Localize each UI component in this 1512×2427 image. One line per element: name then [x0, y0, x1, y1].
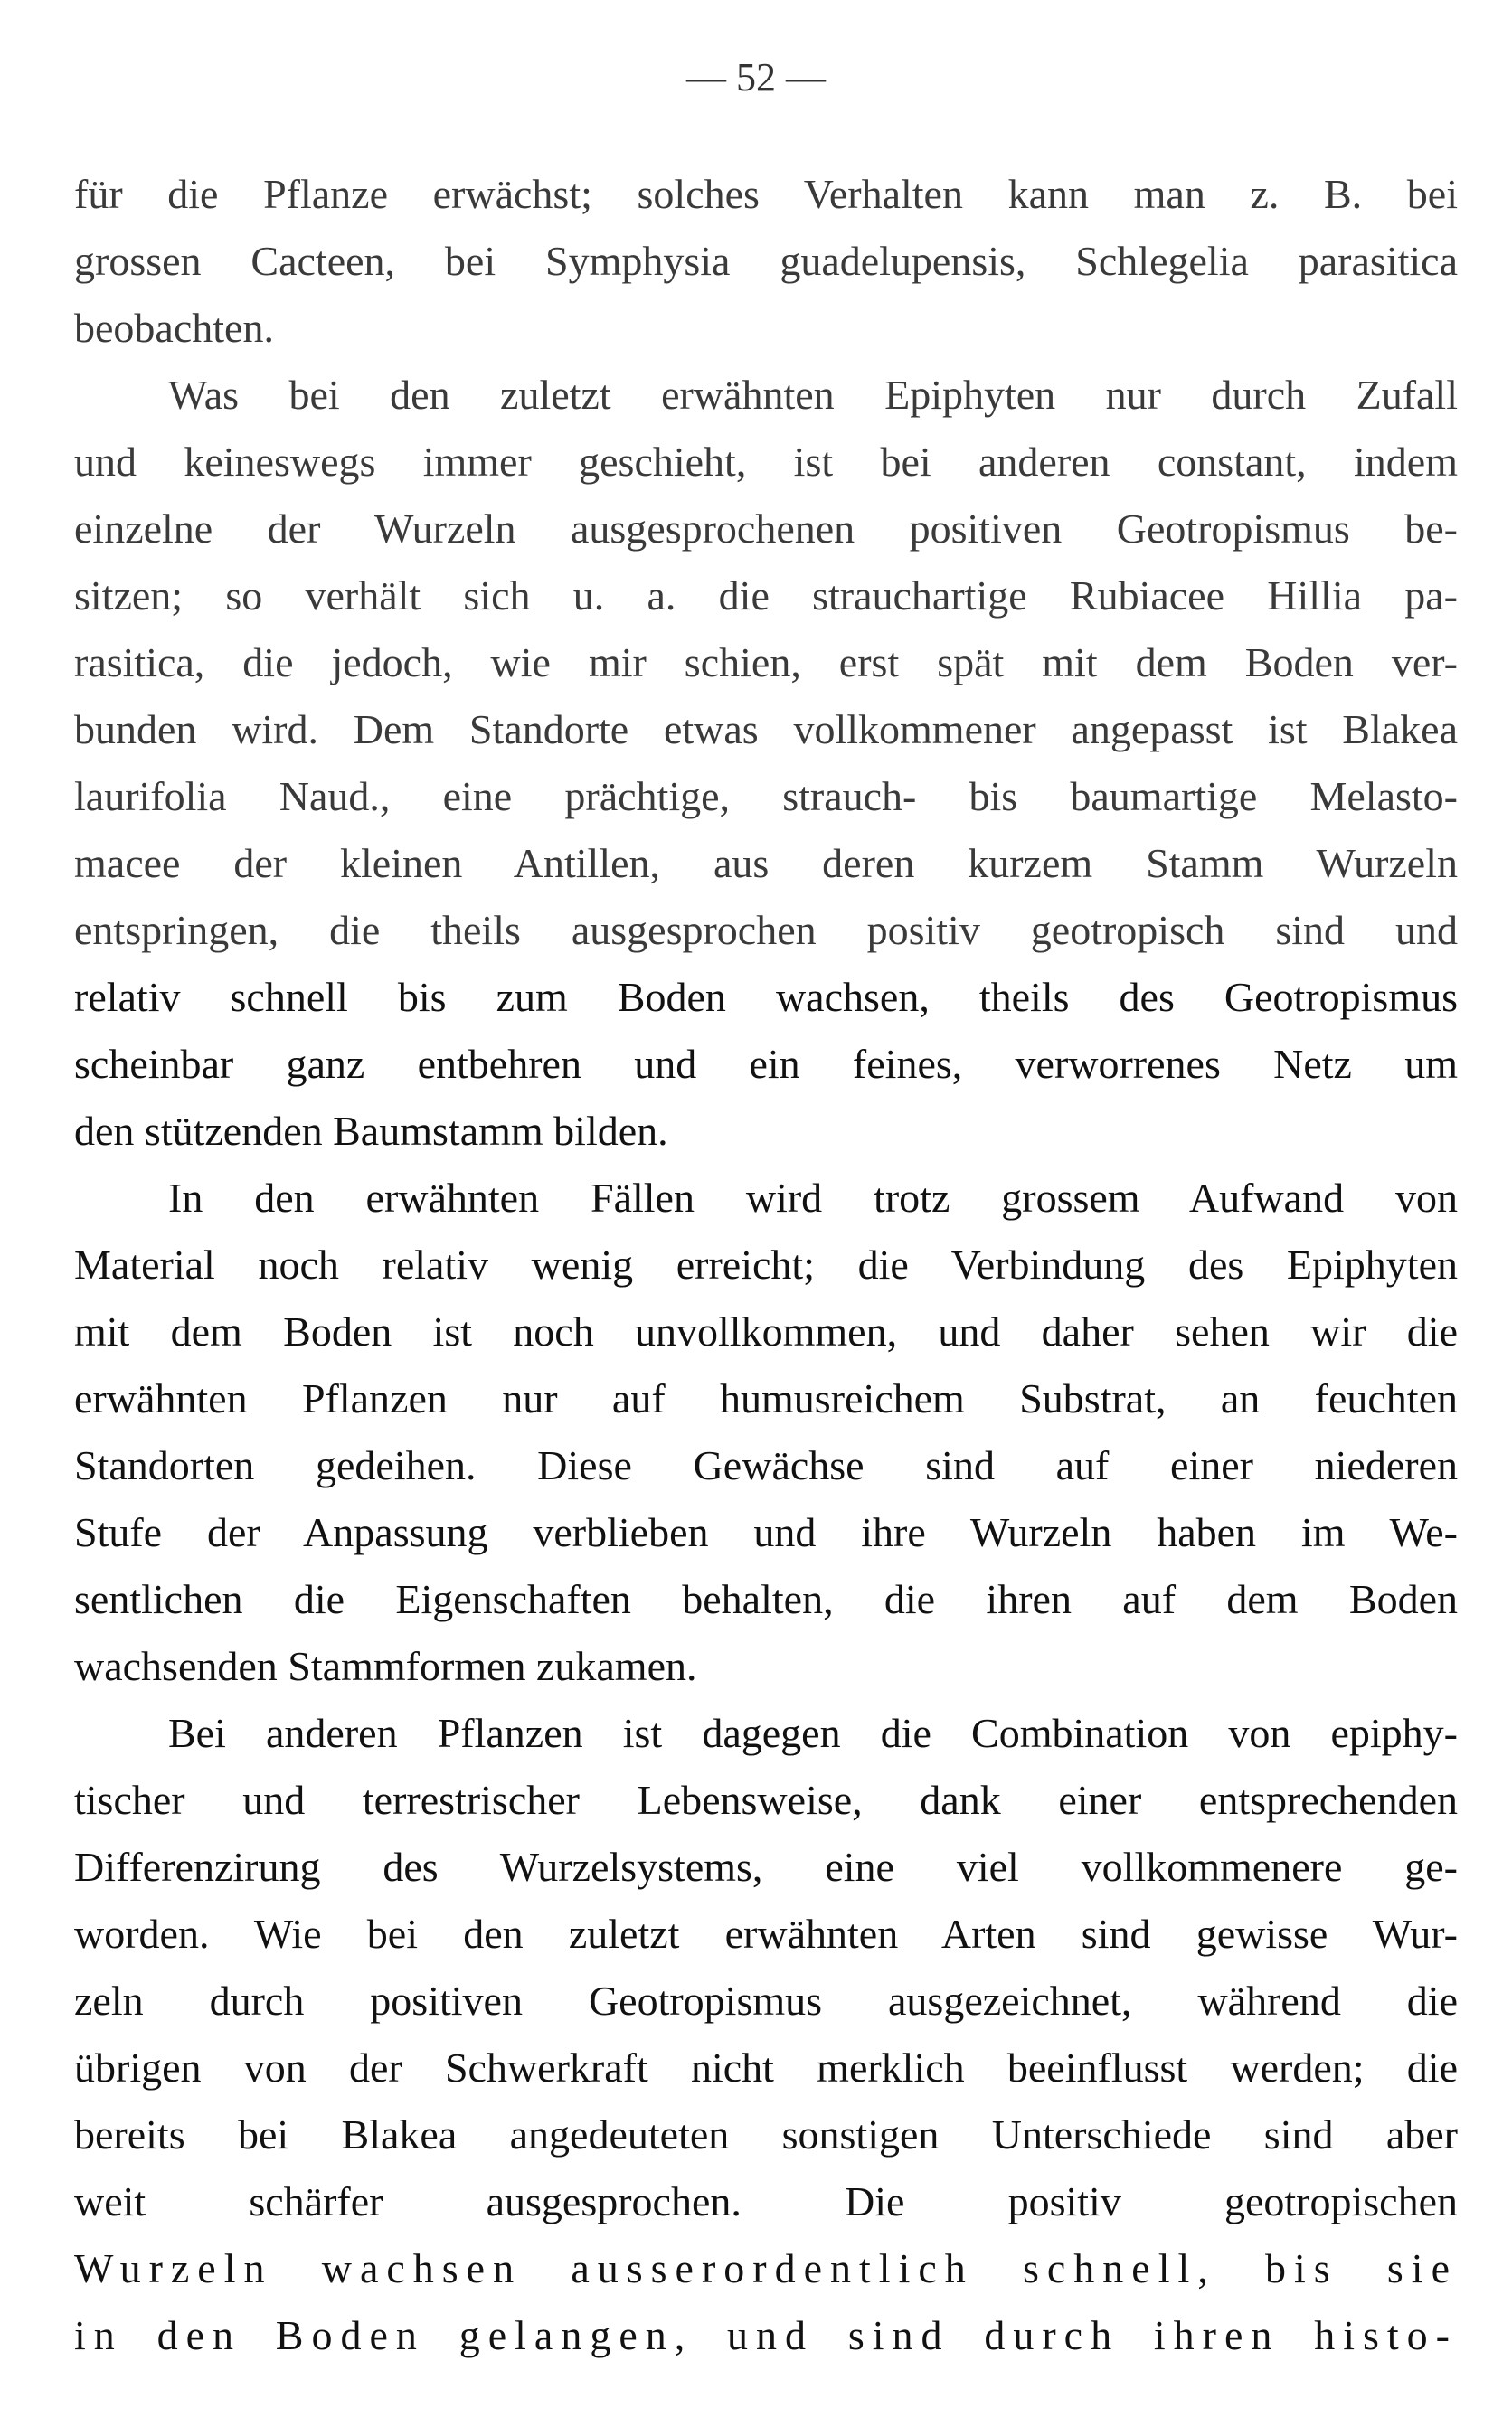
- text-line: In den erwähnten Fällen wird trotz grossem Aufwand von: [168, 1175, 1458, 1221]
- text-line: macee der kleinen Antillen, aus deren kurzem Stamm Wurzeln: [74, 840, 1458, 886]
- text-line: worden. Wie bei den zuletzt erwähnten Arten sind gewisse Wur-: [74, 1911, 1458, 1957]
- text-line: Material noch relativ wenig erreicht; die Verbindung des Epiphyten: [74, 1242, 1458, 1288]
- text-line: wachsenden Stammformen zukamen.: [74, 1643, 697, 1689]
- text-line: grossen Cacteen, bei Symphysia guadelupensis, Schlegelia parasitica: [74, 238, 1458, 284]
- text-line: erwähnten Pflanzen nur auf humusreichem Substrat, an feuchten: [74, 1375, 1458, 1421]
- text-line: Was bei den zuletzt erwähnten Epiphyten nur durch Zufall: [168, 372, 1458, 418]
- text-line: den stützenden Baumstamm bilden.: [74, 1108, 668, 1154]
- text-line: Differenzirung des Wurzelsystems, eine viel vollkommenere ge-: [74, 1844, 1458, 1890]
- text-line: Stufe der Anpassung verblieben und ihre Wurzeln haben im We-: [74, 1509, 1458, 1555]
- text-line: scheinbar ganz entbehren und ein feines, verworrenes Netz um: [74, 1041, 1458, 1087]
- text-line: zeln durch positiven Geotropismus ausgezeichnet, während die: [74, 1978, 1458, 2024]
- text-line: Wurzeln wachsen ausserordentlich schnell, bis sie: [74, 2245, 1458, 2291]
- text-line: rasitica, die jedoch, wie mir schien, erst spät mit dem Boden ver-: [74, 639, 1458, 685]
- text-line: einzelne der Wurzeln ausgesprochenen positiven Geotropismus be-: [74, 505, 1458, 552]
- text-line: beobachten.: [74, 305, 274, 351]
- text-line: relativ schnell bis zum Boden wachsen, theils des Geotropismus: [74, 974, 1458, 1020]
- text-line: Standorten gedeihen. Diese Gewächse sind auf einer niederen: [74, 1442, 1458, 1488]
- text-line: bunden wird. Dem Standorte etwas vollkommener angepasst ist Blakea: [74, 706, 1458, 752]
- body-text: [74, 161, 1458, 2369]
- text-line: für die Pflanze erwächst; solches Verhalten kann man z. B. bei: [74, 171, 1458, 217]
- text-line: laurifolia Naud., eine prächtige, strauch- bis baumartige Melasto-: [74, 773, 1458, 819]
- text-line: entspringen, die theils ausgesprochen positiv geotropisch sind und: [74, 907, 1458, 953]
- text-line: übrigen von der Schwerkraft nicht merklich beeinflusst werden; die: [74, 2045, 1458, 2091]
- text-line: Bei anderen Pflanzen ist dagegen die Combination von epiphy-: [168, 1710, 1458, 1756]
- text-line: in den Boden gelangen, und sind durch ihren histo-: [74, 2312, 1458, 2358]
- text-line: sitzen; so verhält sich u. a. die strauchartige Rubiacee Hillia pa-: [74, 572, 1458, 619]
- text-line: tischer und terrestrischer Lebensweise, dank einer entsprechenden: [74, 1777, 1458, 1823]
- text-line: mit dem Boden ist noch unvollkommen, und daher sehen wir die: [74, 1308, 1458, 1355]
- text-line: sentlichen die Eigenschaften behalten, die ihren auf dem Boden: [74, 1576, 1458, 1622]
- text-line: und keineswegs immer geschieht, ist bei anderen constant, indem: [74, 439, 1458, 485]
- text-line: weit schärfer ausgesprochen. Die positiv geotropischen: [74, 2178, 1458, 2224]
- text-line: bereits bei Blakea angedeuteten sonstigen Unterschiede sind aber: [74, 2111, 1458, 2158]
- page-number: — 52 —: [686, 55, 826, 99]
